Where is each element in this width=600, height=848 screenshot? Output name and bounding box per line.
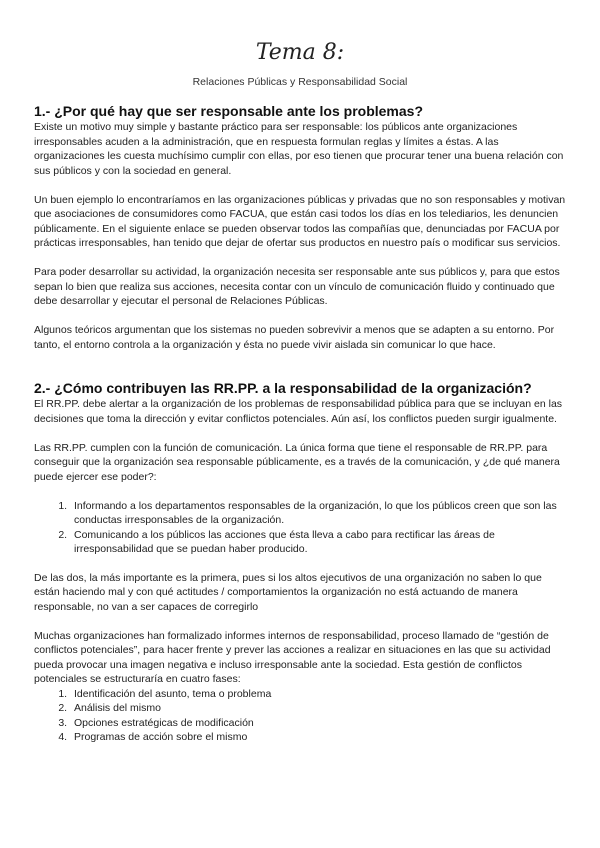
list-item: 2. Análisis del mismo [70,701,570,716]
section-1 [34,102,570,352]
section-2-paragraph: Las RR.PP. cumplen con la función de comunicación. La única forma que tiene el responsable de RR.PP. para conseguir que la organización sea responsable públicamente, es a través de la comunicación, y ¿de qué manera puede ejercer ese poder?: [34,441,560,483]
section-2-paragraph: De las dos, la más importante es la primera, pues si los altos ejecutivos de una organización no saben lo que están haciendo mal y con qué actitudes / comportamientos la organización no está actuando de manera responsable, no van a ser capaces de corregirlo [34,571,542,613]
communication-list [34,499,570,557]
phases-list [34,687,570,745]
list-item: 4. Programas de acción sobre el mismo [70,730,570,745]
list-item: 1. Identificación del asunto, tema o problema [70,687,570,702]
page-title: Tema 8: [255,40,345,65]
list-item: 2. Comunicando a los públicos las acciones que ésta lleva a cabo para rectificar las áreas de irresponsabilidad que se puedan haber producido. [70,528,570,557]
section-1-heading: 1.- ¿Por qué hay que ser responsable ante los problemas? [34,103,423,119]
list-item: 1. Informando a los departamentos responsables de la organización, lo que los públicos creen que son las conductas irresponsables de la organización. [70,499,570,528]
section-1-paragraph: Un buen ejemplo lo encontraríamos en las organizaciones públicas y privadas que no son responsables y motivan que asociaciones de consumidores como FACUA, que están casi todos los días en los telediarios, les denuncien públicamente. En el siguiente enlace se pueden observar todos las compañías que, denunciadas por FACUA por prácticas irresponsables, han tenido que dejar de ofertar sus productos en nuestro país o modificar sus servicios. [34,193,566,249]
page-subtitle: Relaciones Públicas y Responsabilidad Social [192,76,408,88]
section-2 [34,379,570,745]
section-2-paragraph: Muchas organizaciones han formalizado informes internos de responsabilidad, proceso llamado de “gestión de conflictos potenciales”, para hacer frente y prever las acciones a realizar en situaciones en las que su actividad pueda provocar una imagen negativa e incluso irresponsable ante la sociedad. Esta gestión de conflictos potenciales se estructuraría en cuatro fases: [34,629,551,685]
document-body [34,102,570,745]
list-item: 3. Opciones estratégicas de modificación [70,716,570,731]
section-1-paragraph: Algunos teóricos argumentan que los sistemas no pueden sobrevivir a menos que se adapten a su entorno. Por tanto, el entorno controla a la organización y ésta no puede vivir aislada sin comunicar lo que hace. [34,324,555,351]
section-2-heading: 2.- ¿Cómo contribuyen las RR.PP. a la responsabilidad de la organización? [34,380,532,396]
section-2-paragraph: El RR.PP. debe alertar a la organización de los problemas de responsabilidad pública para que se incluyan en las decisiones que toma la dirección y evitar conflictos potenciales. Aún así, los conflictos pueden surgir igualmente. [34,398,563,425]
section-1-paragraph: Para poder desarrollar su actividad, la organización necesita ser responsable ante sus públicos y, para que estos sepan lo bien que realiza sus acciones, necesita contar con un vínculo de comunicación fluido y continuado que debe desarrollar y ejecutar el personal de Relaciones Públicas. [34,266,560,307]
section-1-paragraph: Existe un motivo muy simple y bastante práctico para ser responsable: los públicos ante organizaciones irresponsables acuden a la administración, que en respuesta formulan reglas y límites a éstas. A las organizaciones les cuesta muchísimo cumplir con ellas, por eso tienen que procurar tener una buena relación con sus públicos y con la sociedad en general. [34,121,564,177]
